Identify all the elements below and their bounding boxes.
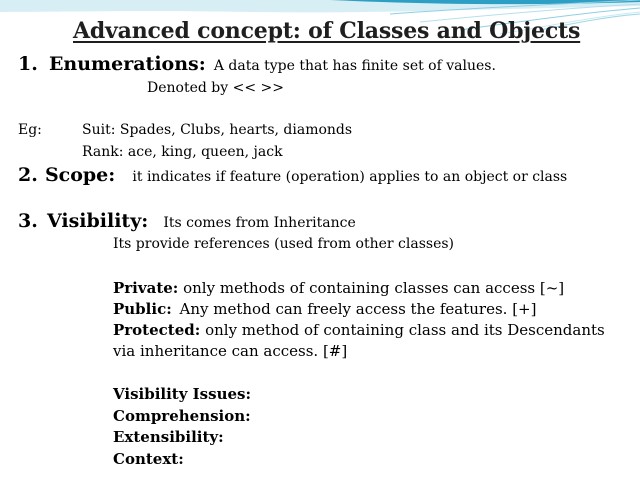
enumerations-heading: Enumerations: — [48, 53, 206, 75]
eg-label: Eg: — [18, 122, 42, 138]
enumerations-denoted: Denoted by << >> — [147, 80, 284, 96]
protected-line — [113, 323, 605, 338]
slide-title: Advanced concept: of Classes and Objects — [73, 18, 581, 44]
visibility-number: 3. — [18, 210, 38, 232]
public-text: Any method can freely access the features. [+] — [179, 300, 537, 318]
public-label: Public: — [113, 300, 172, 318]
private-label: Private: — [113, 279, 179, 297]
private-text: only methods of containing classes can access [~] — [183, 279, 565, 297]
suit-line: Suit: Spades, Clubs, hearts, diamonds — [82, 122, 353, 138]
rank-line: Rank: ace, king, queen, jack — [82, 144, 283, 160]
enumerations-description: A data type that has finite set of values. — [213, 58, 496, 74]
comprehension: Comprehension: — [113, 407, 251, 425]
enumerations-line — [18, 55, 496, 74]
scope-number: 2. — [18, 164, 38, 186]
protected-text: only method of containing class and its Descendants — [205, 321, 605, 339]
scope-heading: Scope: — [44, 164, 116, 186]
scope-line — [18, 166, 567, 185]
visibility-heading: Visibility: — [46, 210, 149, 232]
protected-label: Protected: — [113, 321, 201, 339]
visibility-line — [18, 212, 356, 231]
context: Context: — [113, 450, 184, 468]
visibility-line1: Its comes from Inheritance — [163, 215, 356, 231]
enumerations-number: 1. — [18, 53, 38, 75]
private-line — [113, 281, 564, 296]
visibility-line2: Its provide references (used from other classes) — [113, 236, 455, 252]
visibility-issues: Visibility Issues: — [113, 385, 252, 403]
scope-description: it indicates if feature (operation) applies to an object or class — [132, 169, 568, 185]
extensibility: Extensibility: — [113, 428, 224, 446]
public-line — [113, 302, 536, 317]
protected-continuation: via inheritance can access. [#] — [113, 342, 348, 360]
